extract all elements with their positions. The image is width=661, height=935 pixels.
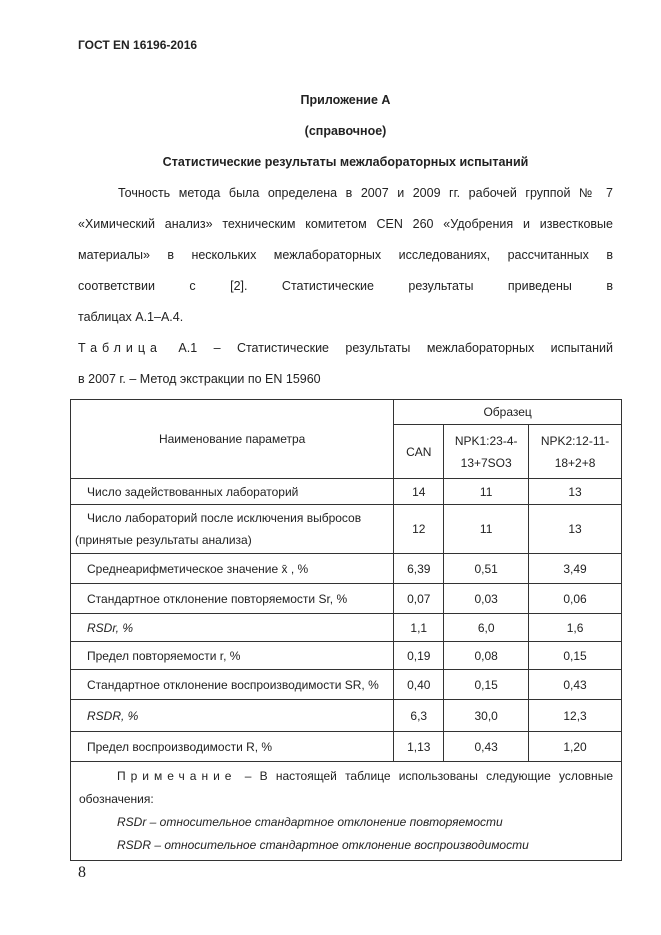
- intro-line-3: материалы» в нескольких межлабораторных исследованиях, рассчитанных в: [78, 248, 613, 262]
- intro-line-5: таблицах А.1–А.4.: [78, 310, 184, 324]
- cell-value: 6,39: [394, 554, 444, 584]
- param-name: Среднеарифметическое значение x̄ , %: [71, 554, 394, 584]
- table-header-row: [71, 400, 622, 425]
- cell-value: 13: [529, 505, 622, 554]
- page-number: 8: [78, 864, 86, 881]
- cell-value: 0,43: [529, 670, 622, 700]
- intro-line-2: «Химический анализ» техническим комитетом CEN 260 «Удобрения и известковые: [78, 217, 613, 231]
- intro-line-4: соответствии с [2]. Статистические результаты приведены в: [78, 279, 613, 293]
- table-caption-word: Таблица: [78, 341, 163, 355]
- param-header: Наименование параметра: [71, 400, 394, 479]
- table-row: [71, 732, 622, 762]
- table-caption-line-1: [78, 333, 613, 364]
- note-rsdr: RSDr – относительное стандартное отклонение повторяемости: [117, 815, 503, 829]
- table-row: [71, 670, 622, 700]
- sample-name: NPK1:23-4-13+7SO3: [444, 425, 529, 479]
- table-note: [71, 762, 622, 861]
- note-rsdR: RSDR – относительное стандартное отклонение воспроизводимости: [117, 838, 529, 852]
- cell-value: 0,40: [394, 670, 444, 700]
- cell-value: 12: [394, 505, 444, 554]
- param-name: Стандартное отклонение воспроизводимости SR, %: [71, 670, 394, 700]
- cell-value: 13: [529, 479, 622, 505]
- table-row: [71, 700, 622, 732]
- cell-value: 0,07: [394, 584, 444, 614]
- param-name: Предел повторяемости r, %: [71, 642, 394, 670]
- param-name: RSDr, %: [71, 614, 394, 642]
- sample-header: Образец: [394, 400, 622, 425]
- cell-value: 0,43: [444, 732, 529, 762]
- cell-value: 3,49: [529, 554, 622, 584]
- table-caption-line-2: в 2007 г. – Метод экстракции по EN 15960: [78, 372, 321, 386]
- param-name: RSDR, %: [71, 700, 394, 732]
- cell-value: 0,08: [444, 642, 529, 670]
- table-row: [71, 479, 622, 505]
- cell-value: 0,03: [444, 584, 529, 614]
- appendix-type: (справочное): [304, 124, 387, 138]
- cell-value: 1,1: [394, 614, 444, 642]
- table-note-row: [71, 762, 622, 861]
- table-row: [71, 554, 622, 584]
- note-word: Примечание: [117, 769, 237, 783]
- table-row: [71, 584, 622, 614]
- cell-value: 6,3: [394, 700, 444, 732]
- cell-value: 6,0: [444, 614, 529, 642]
- param-name: Число лабораторий после исключения выбросов (принятые результаты анализа): [71, 505, 394, 554]
- sample-name: NPK2:12-11-18+2+8: [529, 425, 622, 479]
- table-row: [71, 505, 622, 554]
- cell-value: 11: [444, 479, 529, 505]
- note-text: – В настоящей таблице использованы следующие условные обозначения:: [79, 769, 613, 806]
- section-title: Статистические результаты межлабораторных испытаний: [162, 155, 529, 169]
- cell-value: 0,15: [444, 670, 529, 700]
- document-header: ГОСТ EN 16196-2016: [78, 38, 198, 52]
- param-name: Стандартное отклонение повторяемости Sr, %: [71, 584, 394, 614]
- param-name: Предел воспроизводимости R, %: [71, 732, 394, 762]
- cell-value: 1,20: [529, 732, 622, 762]
- cell-value: 0,19: [394, 642, 444, 670]
- table-caption-text: А.1 – Статистические результаты межлабораторных испытаний: [178, 341, 613, 355]
- cell-value: 1,6: [529, 614, 622, 642]
- statistics-table: [70, 399, 622, 861]
- note-line-1: [79, 765, 613, 811]
- intro-line-1: Точность метода была определена в 2007 и 2009 гг. рабочей группой № 7: [118, 186, 613, 200]
- table-row: [71, 642, 622, 670]
- cell-value: 0,51: [444, 554, 529, 584]
- table-row: [71, 614, 622, 642]
- cell-value: 0,06: [529, 584, 622, 614]
- cell-value: 30,0: [444, 700, 529, 732]
- cell-value: 14: [394, 479, 444, 505]
- appendix-title: Приложение А: [300, 93, 391, 107]
- cell-value: 1,13: [394, 732, 444, 762]
- sample-name: CAN: [394, 425, 444, 479]
- param-name: Число задействованных лабораторий: [71, 479, 394, 505]
- cell-value: 12,3: [529, 700, 622, 732]
- cell-value: 11: [444, 505, 529, 554]
- cell-value: 0,15: [529, 642, 622, 670]
